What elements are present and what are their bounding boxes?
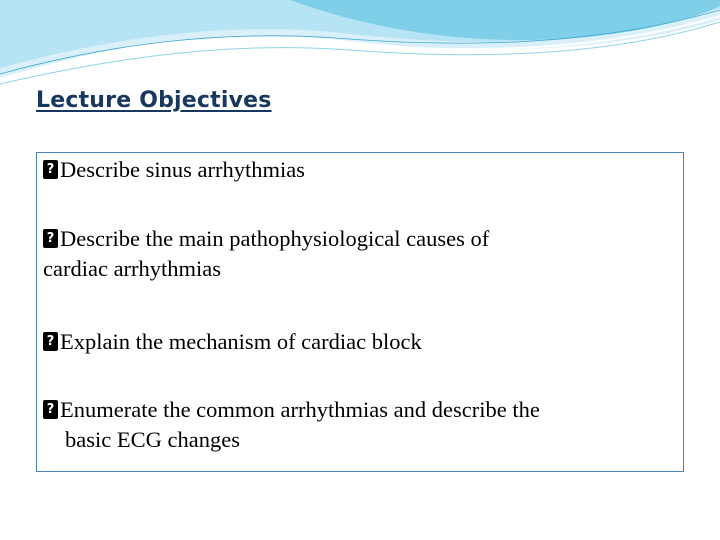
objective-2-text-line1: Describe the main pathophysiological causes of xyxy=(60,226,490,251)
missing-glyph-bullet-icon xyxy=(43,160,58,179)
objective-item-1 xyxy=(43,155,305,185)
missing-glyph-bullet-icon xyxy=(43,332,58,351)
missing-glyph-bullet-icon xyxy=(43,229,58,248)
objective-1-text: Describe sinus arrhythmias xyxy=(60,157,305,182)
objective-item-3 xyxy=(43,327,422,357)
objective-item-2 xyxy=(43,224,489,284)
missing-glyph-bullet-icon xyxy=(43,400,58,419)
objective-item-4 xyxy=(43,395,540,455)
slide-title: Lecture Objectives xyxy=(36,88,272,113)
objective-4-text-line1: Enumerate the common arrhythmias and describe the xyxy=(60,397,540,422)
objective-2-text-line2: cardiac arrhythmias xyxy=(43,256,222,281)
objective-3-text: Explain the mechanism of cardiac block xyxy=(60,329,422,354)
objectives-box xyxy=(36,152,684,472)
header-wave-decoration xyxy=(0,0,720,90)
objective-4-text-line2: basic ECG changes xyxy=(65,427,240,452)
